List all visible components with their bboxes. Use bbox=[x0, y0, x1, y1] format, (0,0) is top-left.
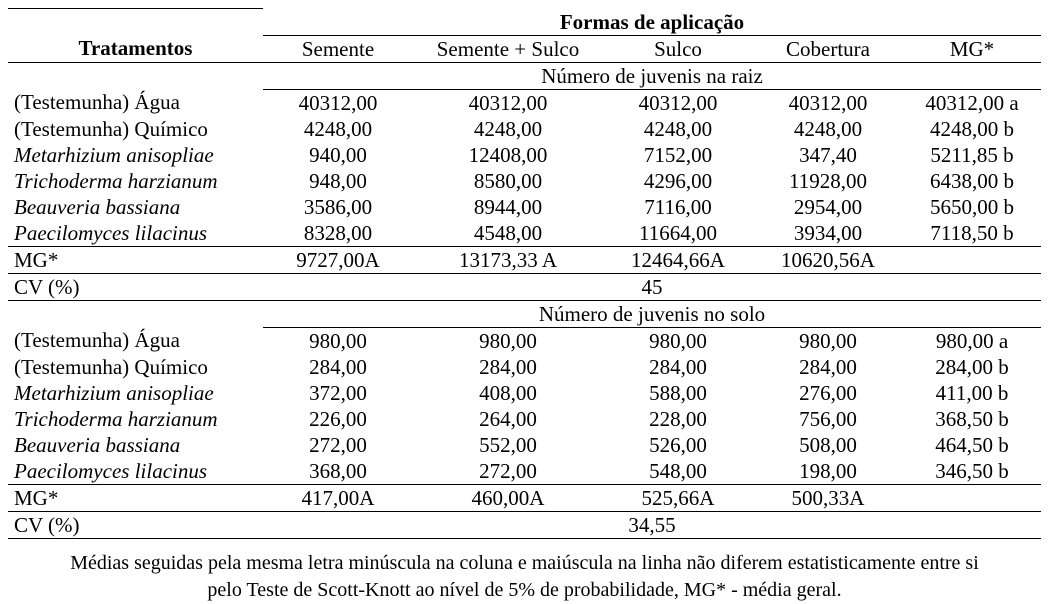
general-mean-label: MG* bbox=[8, 246, 263, 273]
treatment-name: Beauveria bassiana bbox=[14, 432, 181, 457]
section-root bbox=[8, 62, 1041, 300]
cv-label: CV (%) bbox=[8, 511, 263, 538]
table-row bbox=[8, 354, 1041, 380]
general-mean-cell: 9727,00A bbox=[263, 246, 413, 273]
column-header: MG* bbox=[903, 35, 1041, 62]
general-mean-cell: 525,66A bbox=[603, 484, 753, 511]
table-cell: 4548,00 bbox=[473, 220, 543, 245]
table-cell: 228,00 bbox=[649, 406, 707, 431]
cv-row bbox=[8, 273, 1041, 300]
table-cell: 3586,00 bbox=[303, 194, 373, 219]
table-cell: 40312,00 bbox=[468, 90, 548, 115]
section-soil bbox=[8, 300, 1041, 538]
treatments-header: Tratamentos bbox=[8, 35, 263, 62]
cv-value: 45 bbox=[263, 273, 1041, 300]
footnote-line: pelo Teste de Scott-Knott ao nível de 5% de probabilidade, MG* - média geral. bbox=[207, 579, 842, 601]
general-mean-cell: 12464,66A bbox=[603, 246, 753, 273]
treatment-name: Paecilomyces lilacinus bbox=[14, 458, 208, 483]
treatment-name: (Testemunha) Químico bbox=[14, 116, 208, 141]
cv-value: 34,55 bbox=[263, 511, 1041, 538]
table-cell: 284,00 bbox=[309, 354, 367, 379]
general-mean-row bbox=[8, 246, 1041, 273]
general-mean-cell: 500,33A bbox=[753, 484, 903, 511]
table-cell: 6438,00 b bbox=[930, 168, 1014, 193]
table-cell: 372,00 bbox=[309, 380, 367, 405]
table-cell: 980,00 bbox=[799, 328, 857, 353]
table-cell: 40312,00 bbox=[298, 90, 378, 115]
table-cell: 948,00 bbox=[309, 168, 367, 193]
table-cell: 198,00 bbox=[799, 458, 857, 483]
application-forms-header: Formas de aplicação bbox=[263, 9, 1041, 36]
table-cell: 284,00 b bbox=[935, 354, 1009, 379]
table-cell: 408,00 bbox=[479, 380, 537, 405]
table-cell: 588,00 bbox=[649, 380, 707, 405]
results-table bbox=[8, 8, 1041, 539]
table-cell: 11928,00 bbox=[789, 168, 867, 193]
table-cell: 526,00 bbox=[649, 432, 707, 457]
table-cell: 8944,00 bbox=[473, 194, 543, 219]
section-title: Número de juvenis na raiz bbox=[263, 62, 1041, 89]
table-row bbox=[8, 327, 1041, 354]
table-cell: 756,00 bbox=[799, 406, 857, 431]
table-row bbox=[8, 458, 1041, 485]
table-row bbox=[8, 142, 1041, 168]
treatment-name: Paecilomyces lilacinus bbox=[14, 220, 208, 245]
general-mean-label: MG* bbox=[8, 484, 263, 511]
footnote-line: Médias seguidas pela mesma letra minúscula na coluna e maiúscula na linha não diferem estatisticamente entre si bbox=[70, 552, 979, 574]
table-cell: 284,00 bbox=[479, 354, 537, 379]
table-cell: 347,40 bbox=[799, 142, 857, 167]
table-cell: 940,00 bbox=[309, 142, 367, 167]
general-mean-cell bbox=[903, 484, 1041, 511]
table-cell: 264,00 bbox=[479, 406, 537, 431]
table-cell: 980,00 a bbox=[935, 328, 1009, 353]
table-cell: 40312,00 a bbox=[925, 90, 1019, 115]
table-cell: 411,00 b bbox=[935, 380, 1009, 405]
table-cell: 226,00 bbox=[309, 406, 367, 431]
table-cell: 548,00 bbox=[649, 458, 707, 483]
general-mean-cell: 13173,33 A bbox=[413, 246, 603, 273]
table-row bbox=[8, 89, 1041, 116]
table-cell: 4248,00 b bbox=[930, 116, 1014, 141]
table-cell: 40312,00 bbox=[788, 90, 868, 115]
table-cell: 276,00 bbox=[799, 380, 857, 405]
table-cell: 464,50 b bbox=[935, 432, 1009, 457]
table-row bbox=[8, 116, 1041, 142]
table-cell: 980,00 bbox=[479, 328, 537, 353]
table-cell: 7152,00 bbox=[643, 142, 713, 167]
treatment-name: (Testemunha) Água bbox=[14, 328, 180, 353]
treatment-name: Metarhizium anisopliae bbox=[14, 380, 214, 405]
table-cell: 4248,00 bbox=[643, 116, 713, 141]
table-cell: 4248,00 bbox=[303, 116, 373, 141]
column-header: Semente + Sulco bbox=[413, 35, 603, 62]
table-row bbox=[8, 432, 1041, 458]
treatment-name: Trichoderma harzianum bbox=[14, 406, 218, 431]
general-mean-cell: 460,00A bbox=[413, 484, 603, 511]
table-row bbox=[8, 194, 1041, 220]
table-cell: 284,00 bbox=[799, 354, 857, 379]
table-cell: 980,00 bbox=[649, 328, 707, 353]
column-header: Sulco bbox=[603, 35, 753, 62]
table-cell: 284,00 bbox=[649, 354, 707, 379]
general-mean-cell: 417,00A bbox=[263, 484, 413, 511]
treatment-name: (Testemunha) Químico bbox=[14, 354, 208, 379]
treatment-name: Trichoderma harzianum bbox=[14, 168, 218, 193]
table-cell: 980,00 bbox=[309, 328, 367, 353]
table-cell: 4296,00 bbox=[643, 168, 713, 193]
table-cell: 5211,85 b bbox=[930, 142, 1014, 167]
general-mean-row bbox=[8, 484, 1041, 511]
table-cell: 40312,00 bbox=[638, 90, 718, 115]
table-cell: 7118,50 b bbox=[930, 220, 1014, 245]
table-cell: 2954,00 bbox=[793, 194, 863, 219]
header-spacer bbox=[8, 9, 263, 36]
table-cell: 346,50 b bbox=[935, 458, 1009, 483]
table-row bbox=[8, 220, 1041, 247]
table-cell: 4248,00 bbox=[793, 116, 863, 141]
table-cell: 7116,00 bbox=[644, 194, 712, 219]
table-cell: 368,00 bbox=[309, 458, 367, 483]
table-cell: 5650,00 b bbox=[930, 194, 1014, 219]
table-cell: 368,50 b bbox=[935, 406, 1009, 431]
table-row bbox=[8, 406, 1041, 432]
table-cell: 508,00 bbox=[799, 432, 857, 457]
cv-label: CV (%) bbox=[8, 273, 263, 300]
table-cell: 552,00 bbox=[479, 432, 537, 457]
results-table-container bbox=[8, 8, 1041, 539]
table-cell: 12408,00 bbox=[468, 142, 548, 167]
table-row bbox=[8, 168, 1041, 194]
table-cell: 3934,00 bbox=[793, 220, 863, 245]
table-cell: 8580,00 bbox=[473, 168, 543, 193]
column-header: Cobertura bbox=[753, 35, 903, 62]
table-cell: 8328,00 bbox=[303, 220, 373, 245]
section-title: Número de juvenis no solo bbox=[263, 300, 1041, 327]
table-cell: 272,00 bbox=[309, 432, 367, 457]
table-footnote bbox=[0, 550, 1049, 604]
table-cell: 4248,00 bbox=[473, 116, 543, 141]
table-cell: 272,00 bbox=[479, 458, 537, 483]
cv-row bbox=[8, 511, 1041, 538]
treatment-name: (Testemunha) Água bbox=[14, 90, 180, 115]
treatment-name: Beauveria bassiana bbox=[14, 194, 181, 219]
column-header: Semente bbox=[263, 35, 413, 62]
table-cell: 11664,00 bbox=[639, 220, 717, 245]
treatment-name: Metarhizium anisopliae bbox=[14, 142, 214, 167]
general-mean-cell: 10620,56A bbox=[753, 246, 903, 273]
general-mean-cell bbox=[903, 246, 1041, 273]
table-row bbox=[8, 380, 1041, 406]
